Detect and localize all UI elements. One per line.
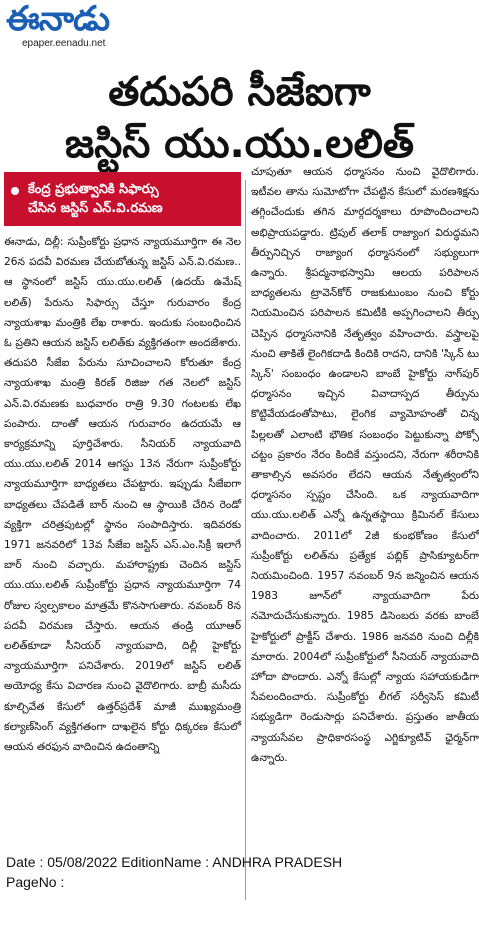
- article-right-column: [251, 162, 479, 768]
- date-edition-line: Date : 05/08/2022 EditionName : ANDHRA PRADESH: [6, 854, 343, 870]
- page-footer: [6, 852, 342, 892]
- headline: [0, 66, 479, 170]
- subheadline-line-1: కేంద్ర ప్రభుత్వానికి సిఫార్సు: [28, 182, 159, 197]
- article-left-column: [4, 172, 241, 757]
- bullet-icon: [11, 187, 19, 195]
- column-divider: [245, 180, 246, 900]
- subheadline-box: [4, 172, 241, 226]
- subheadline-line-2: చేసిన జస్టిస్‌ ఎన్‌.వి.రమణ: [28, 201, 163, 216]
- article-body: [4, 166, 479, 908]
- right-column-text: చూపుతూ ఆయన ధర్మాసనం నుంచి వైదొలిగారు. ఇటీవల తాను సుమోటోగా చేపట్టిన కేసులో మరణశిక్షను తగ్గించేందుకు తగిన మార్గదర్శకాలు రూపొందించాలని అభిప్రాయపడ్డారు. ట్రిపుల్‌ తలాక్‌ రాజ్యాంగ విరుద్ధమని తీర్పునిచ్చిన రాజ్యాంగ ధర్మాసనంలో సభ్యులుగా ఉన్నారు. శ్రీపద్మనాభస్వామి ఆలయ పరిపాలన బాధ్యతలను ట్రావెన్‌కోర్‌ రాజకుటుంబం నుంచి కోర్టు నియమించిన పరిపాలన కమిటీకి అప్పగించాలని తీర్పు చెప్పిన ధర్మాసనానికి నేతృత్వం వహించారు. వస్త్రాలపై నుంచి తాకితే లైంగికదాడి కిందికి రాదని, దానికి 'స్కిన్‌ టు స్కిన్‌' సంబంధం ఉండాలని బాంబే హైకోర్టు నాగ్‌పుర్‌ ధర్మాసనం ఇచ్చిన వివాదాస్పద తీర్పును కొట్టివేయడంతోపాటు, లైంగిక వ్యామోహంతో చిన్న పిల్లలతో ఎలాంటి భౌతిక సంబంధం పెట్టుకున్నా పోక్సో చట్టం ప్రకారం నేరం కిందికే వస్తుందని, నేరుగా శరీరానికి తాకాల్సిన అవసరం లేదని ఆయన నేతృత్వంలోని ధర్మాసనం స్పష్టం చేసింది. ఒక న్యాయవాదిగా యు.యు.లలిత్‌ ఎన్నో ఉన్నతస్థాయి క్రిమినల్‌ కేసులు వాదించారు. 2011లో 2జీ కుంభకోణం కేసులో సుప్రీంకోర్టు లలిత్‌ను ప్రత్యేక పబ్లిక్‌ ప్రాసిక్యూటర్‌గా నియమించింది. 1957 నవంబర్‌ 9న జన్మించిన ఆయన 1983 జూన్‌లో న్యాయవాదిగా పేరు నమోదుచేసుకున్నారు. 1985 డిసెంబరు వరకు బాంబే హైకోర్టులో ప్రాక్టీస్‌ చేశారు. 1986 జనవరి నుంచి దిల్లీకి మారారు. 2004లో సుప్రీంకోర్టులో సీనియర్‌ న్యాయవాది హోదా పొందారు. ఎన్నో కేసుల్లో న్యాయ సహాయకుడిగా సేవలందించారు. సుప్రీంకోర్టు లీగల్‌ సర్వీసెస్‌ కమిటీ సభ్యుడిగా రెండుసార్లు పనిచేశారు. ప్రస్తుతం జాతీయ న్యాయసేవల ప్రాధికారసంస్థ ఎగ్జిక్యూటివ్‌ ఛైర్మన్‌గా ఉన్నారు.: [251, 166, 479, 764]
- eenadu-logo: ఈనాడు: [6, 0, 110, 39]
- page-number-line: PageNo :: [6, 874, 65, 890]
- source-url: epaper.eenadu.net: [22, 38, 106, 49]
- headline-line-2: జస్టిస్‌ యు.యు.లలిత్‌: [64, 121, 415, 167]
- left-column-text: ఈనాడు, దిల్లీ: సుప్రీంకోర్టు ప్రధాన న్యాయమూర్తిగా ఈ నెల 26న పదవీ విరమణ చేయబోతున్న జస్టిస్‌ ఎన్‌.వి.రమణ.. ఆ స్థానంలో జస్టిస్‌ యు.యు.లలిత్‌ (ఉదయ్‌ ఉమేష్‌ లలిత్‌) పేరును సిఫార్సు చేస్తూ గురువారం కేంద్ర న్యాయశాఖ మంత్రికి లేఖ రాశారు. ఇందుకు సంబంధించిన ఓ ప్రతిని ఆయన జస్టిస్‌ లలిత్‌కు వ్యక్తిగతంగా అందజేశారు. తదుపరి సీజేఐ పేరును సూచించాలని కోరుతూ కేంద్ర న్యాయశాఖ మంత్రి కిరణ్‌ రిజిజు గత నెలలో జస్టిస్‌ ఎన్‌.వి.రమణకు బుధవారం రాత్రి 9.30 గంటలకు లేఖ పంపారు. దాంతో ఆయన గురువారం ఉదయమే ఆ కార్యక్రమాన్ని పూర్తిచేశారు. సీనియర్‌ న్యాయవాది యు.యు.లలిత్‌ 2014 ఆగస్టు 13న నేరుగా సుప్రీంకోర్టు న్యాయమూర్తిగా బాధ్యతలు చేపట్టారు. ఇప్పుడు సీజేఐగా బాధ్యతలు చేపడితే బార్‌ నుంచి ఆ స్థాయికి చేరిన రెండో వ్యక్తిగా చరిత్రపుటల్లో స్థానం సంపాదిస్తారు. ఇదివరకు 1971 జనవరిలో 13వ సీజేఐ జస్టిస్‌ ఎస్‌.ఎం.సిక్రీ ఇలాగే బార్‌ నుంచి వచ్చారు. మహారాష్ట్రకు చెందిన జస్టిస్‌ యు.యు.లలిత్‌ సుప్రీంకోర్టు ప్రధాన న్యాయమూర్తిగా 74 రోజుల స్వల్పకాలం మాత్రమే కొనసాగుతారు. నవంబర్‌ 8న పదవీ విరమణ చేస్తారు. ఆయన తండ్రి యూఆర్‌ లలిత్‌కూడా సీనియర్‌ న్యాయవాది, దిల్లీ హైకోర్టు న్యాయమూర్తిగా పనిచేశారు. 2019లో జస్టిస్‌ లలిత్‌ అయోధ్య కేసు విచారణ నుంచి వైదొలిగారు. బాబ్రీ మసీదు కూల్చివేత కేసులో ఉత్తర్‌ప్రదేశ్‌ మాజీ ముఖ్యమంత్రి కల్యాణ్‌సింగ్‌ వ్యక్తిగతంగా దాఖలైన కోర్టు ధిక్కరణ కేసులో ఆయన తరఫున వాదించిన ఉదంతాన్ని: [4, 236, 241, 754]
- headline-line-1: తదుపరి సీజేఐగా: [108, 69, 371, 115]
